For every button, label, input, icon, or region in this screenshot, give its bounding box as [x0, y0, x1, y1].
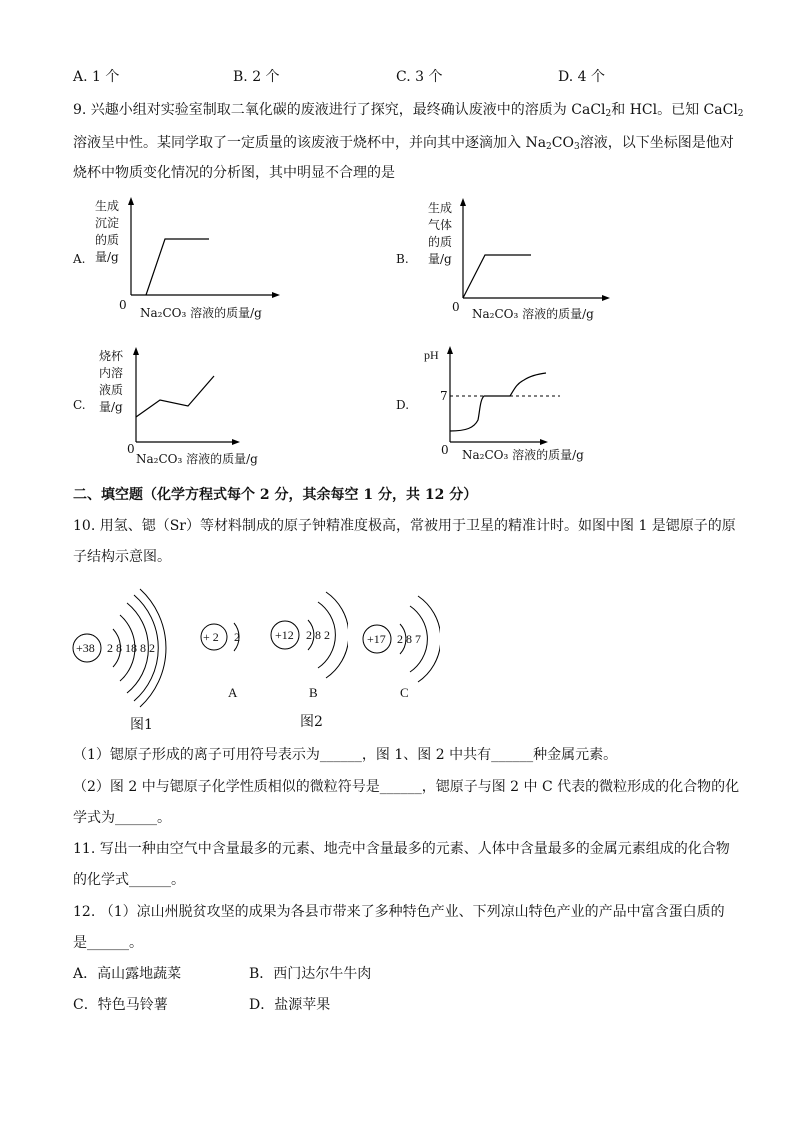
- fig2-c-nucleus: +17: [367, 632, 386, 646]
- q12-line2: 是______。: [73, 935, 143, 951]
- fig2-b-electrons: 2 8 2: [306, 628, 330, 642]
- q12-option-b: B．西门达尔牛牛肉: [249, 966, 372, 982]
- graph-c-origin: 0: [127, 442, 135, 456]
- graph-d-curve: [450, 373, 546, 431]
- fig2-c-electrons: 2 8 7: [397, 632, 421, 646]
- q9-stem-line1: 9. 兴趣小组对实验室制取二氧化碳的废液进行了探究，最终确认废液中的溶质为 CaCl$_2$和 HCl。已知 CaCl$_2$: [73, 102, 744, 119]
- graph-a-origin: 0: [119, 298, 127, 312]
- q8-option-b: B. 2 个: [233, 69, 280, 85]
- q10-stem-line1: 10. 用氢、锶（Sr）等材料制成的原子钟精准度极高，常被用于卫星的精准计时。如图中图 1 是锶原子的原: [73, 518, 736, 534]
- graph-c-curve: [136, 376, 214, 417]
- section2-title: 二、填空题（化学方程式每个 2 分，其余每空 1 分，共 12 分）: [73, 487, 478, 503]
- graph-a-ylabel: 生成 沉淀 的质 量/g: [95, 199, 120, 264]
- q12-option-d: D．盐源苹果: [249, 997, 331, 1013]
- q10-sub1: （1）锶原子形成的离子可用符号表示为______，图 1、图 2 中共有______种金属元素。: [73, 747, 618, 763]
- graph-a-label: A.: [73, 252, 86, 266]
- fig2-a-electrons: 2: [234, 630, 240, 644]
- graph-c: [120, 342, 260, 452]
- fig2-b-label: B: [309, 685, 318, 700]
- fig1-caption: 图1: [130, 717, 153, 733]
- q9-stem-line2: 溶液呈中性。某同学取了一定质量的该废液于烧杯中，并向其中逐滴加入 $Na_2CO_3$溶液，以下坐标图是他对: [73, 135, 734, 152]
- fig2-a-nucleus: + 2: [203, 630, 219, 644]
- graph-b-curve: [463, 255, 531, 298]
- q8-option-a: A. 1 个: [73, 69, 120, 85]
- q12-option-a: A．高山露地蔬菜: [73, 966, 182, 982]
- graph-b-origin: 0: [452, 300, 460, 314]
- q10-sub2-line2: 学式为______。: [73, 810, 171, 826]
- graph-a-xlabel: Na₂CO₃ 溶液的质量/g: [140, 306, 262, 320]
- q11-line2: 的化学式______。: [73, 872, 185, 888]
- graph-d: [440, 340, 560, 450]
- graph-b-label: B.: [396, 252, 409, 266]
- graph-d-tick-7: 7: [440, 389, 448, 403]
- graph-d-label: D.: [396, 398, 410, 412]
- graph-d-origin: 0: [441, 443, 449, 457]
- q12-line1: 12. （1）凉山州脱贫攻坚的成果为各县市带来了多种特色产业、下列凉山特色产业的产品中富含蛋白质的: [73, 904, 725, 920]
- graph-c-xlabel: Na₂CO₃ 溶液的质量/g: [136, 452, 258, 466]
- q8-option-d: D. 4 个: [558, 69, 605, 85]
- graph-d-xlabel: Na₂CO₃ 溶液的质量/g: [462, 448, 584, 462]
- q11-line1: 11. 写出一种由空气中含量最多的元素、地壳中含量最多的元素、人体中含量最多的金属元素组成的化合物: [73, 841, 730, 857]
- graph-b-ylabel: 生成 气体 的质 量/g: [428, 201, 453, 266]
- graph-c-label: C.: [73, 398, 86, 412]
- q8-option-c: C. 3 个: [396, 69, 443, 85]
- fig1-nucleus: +38: [76, 641, 95, 655]
- q9-stem-line3: 烧杯中物质变化情况的分析图，其中明显不合理的是: [73, 165, 395, 181]
- fig2-b-nucleus: +12: [275, 628, 294, 642]
- q10-sub2-line1: （2）图 2 中与锶原子化学性质相似的微粒符号是______，锶原子与图 2 中 C 代表的微粒形成的化合物的化: [73, 779, 740, 795]
- q10-stem-line2: 子结构示意图。: [73, 549, 171, 565]
- fig2-caption: 图2: [300, 714, 323, 730]
- q12-option-c: C．特色马铃薯: [73, 997, 168, 1013]
- fig2-a-label: A: [228, 685, 238, 700]
- graph-a-curve: [146, 239, 209, 295]
- graph-b-xlabel: Na₂CO₃ 溶液的质量/g: [472, 307, 594, 321]
- graph-c-ylabel: 烧杯 内溶 液质 量/g: [99, 349, 124, 414]
- fig2-c-label: C: [400, 685, 409, 700]
- graph-d-ylabel: pH: [424, 348, 439, 362]
- fig1-electrons: 2 8 18 8 2: [107, 641, 155, 655]
